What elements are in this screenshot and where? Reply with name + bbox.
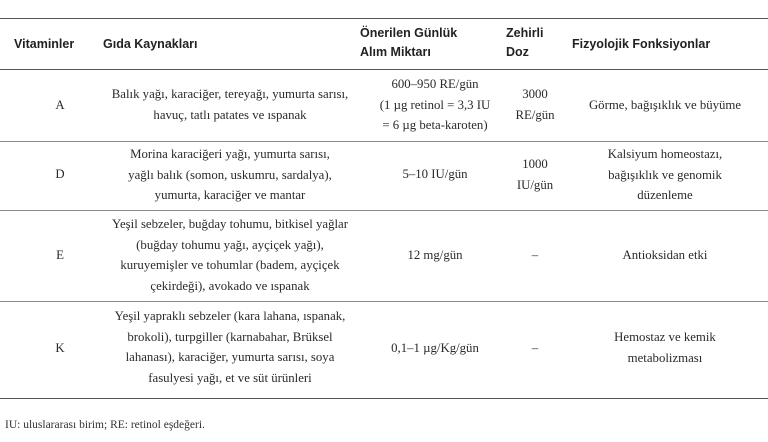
header-food-sources: Gıda Kaynakları bbox=[103, 37, 198, 51]
text-line: Yeşil yapraklı sebzeler (kara lahana, ıspanak, bbox=[114, 309, 346, 323]
sources-cell bbox=[90, 144, 370, 206]
row-divider bbox=[0, 141, 768, 142]
text-line: 5–10 IU/gün bbox=[402, 167, 468, 181]
text-line: Görme, bağışıklık ve büyüme bbox=[588, 98, 742, 112]
toxic-dose-cell bbox=[500, 84, 570, 125]
text-line: lahanası), karaciğer, yumurta sarısı, soya bbox=[125, 350, 335, 364]
text-line: düzenleme bbox=[637, 188, 693, 202]
text-line: Balık yağı, karaciğer, tereyağı, yumurta sarısı, bbox=[111, 87, 349, 101]
row-divider bbox=[0, 301, 768, 302]
text-line: kuruyemişler ve tohumlar (badem, ayçiçek bbox=[120, 258, 340, 272]
text-line: yumurta, karaciğer ve mantar bbox=[154, 188, 306, 202]
text-line: fasulyesi yağı, et ve süt ürünleri bbox=[148, 370, 312, 385]
sources-cell bbox=[90, 84, 370, 125]
header-rda bbox=[360, 24, 457, 62]
header-toxic-line2: Doz bbox=[506, 45, 529, 59]
text-line: brokoli), turpgiller (karnabahar, Brüksel bbox=[127, 329, 333, 344]
header-rda-line2: Alım Miktarı bbox=[360, 45, 431, 59]
header-function: Fizyolojik Fonksiyonlar bbox=[572, 37, 711, 51]
header-toxic-dose bbox=[506, 24, 544, 62]
text-line: 1000 bbox=[522, 157, 548, 171]
text-line: bağışıklık ve genomik bbox=[608, 167, 722, 182]
rda-cell bbox=[355, 245, 515, 266]
function-cell bbox=[565, 144, 765, 206]
function-cell bbox=[565, 327, 765, 368]
toxic-dose-cell bbox=[500, 245, 570, 266]
top-rule bbox=[0, 18, 768, 19]
row-divider bbox=[0, 210, 768, 211]
text-line: Kalsiyum homeostazı, bbox=[607, 147, 723, 161]
text-line: Antioksidan etki bbox=[622, 248, 708, 262]
function-cell bbox=[565, 245, 765, 266]
text-line: = 6 µg beta-karoten) bbox=[382, 118, 488, 132]
vitamin-cell: E bbox=[56, 248, 64, 262]
text-line: (1 µg retinol = 3,3 IU bbox=[379, 97, 491, 112]
text-line: IU/gün bbox=[516, 177, 554, 192]
sources-cell bbox=[90, 214, 370, 296]
function-cell bbox=[565, 95, 765, 116]
vitamin-cell: D bbox=[55, 167, 65, 181]
bottom-rule bbox=[0, 398, 768, 399]
header-rule bbox=[0, 69, 768, 70]
text-line: çekirdeği), avokado ve ıspanak bbox=[150, 278, 310, 293]
text-line: yağlı balık (somon, uskumru, sardalya), bbox=[128, 167, 332, 182]
header-vitamins: Vitaminler bbox=[14, 37, 75, 51]
rda-cell bbox=[355, 74, 515, 136]
text-line: – bbox=[531, 341, 539, 355]
text-line: 12 mg/gün bbox=[407, 248, 463, 262]
header-rda-line1: Önerilen Günlük bbox=[360, 26, 458, 40]
text-line: 3000 bbox=[522, 87, 548, 101]
vitamin-cell: K bbox=[55, 341, 65, 355]
text-line: Morina karaciğeri yağı, yumurta sarısı, bbox=[130, 147, 330, 161]
sources-cell bbox=[90, 306, 370, 388]
text-line: Yeşil sebzeler, buğday tohumu, bitkisel yağlar bbox=[112, 217, 348, 231]
toxic-dose-cell bbox=[500, 338, 570, 359]
text-line: – bbox=[531, 248, 539, 262]
text-line: metabolizması bbox=[627, 350, 703, 365]
vitamin-cell: A bbox=[55, 98, 65, 112]
text-line: (buğday tohumu yağı, ayçiçek yağı), bbox=[136, 237, 324, 252]
rda-cell bbox=[355, 338, 515, 359]
table-footnote: IU: uluslararası birim; RE: retinol eşdeğeri. bbox=[5, 419, 205, 431]
text-line: 0,1–1 µg/Kg/gün bbox=[391, 341, 479, 355]
toxic-dose-cell bbox=[500, 154, 570, 195]
text-line: RE/gün bbox=[515, 107, 555, 122]
rda-cell bbox=[355, 164, 515, 185]
header-toxic-line1: Zehirli bbox=[506, 26, 544, 40]
text-line: havuç, tatlı patates ve ıspanak bbox=[153, 107, 307, 122]
text-line: Hemostaz ve kemik bbox=[614, 330, 716, 344]
text-line: 600–950 RE/gün bbox=[391, 77, 479, 91]
